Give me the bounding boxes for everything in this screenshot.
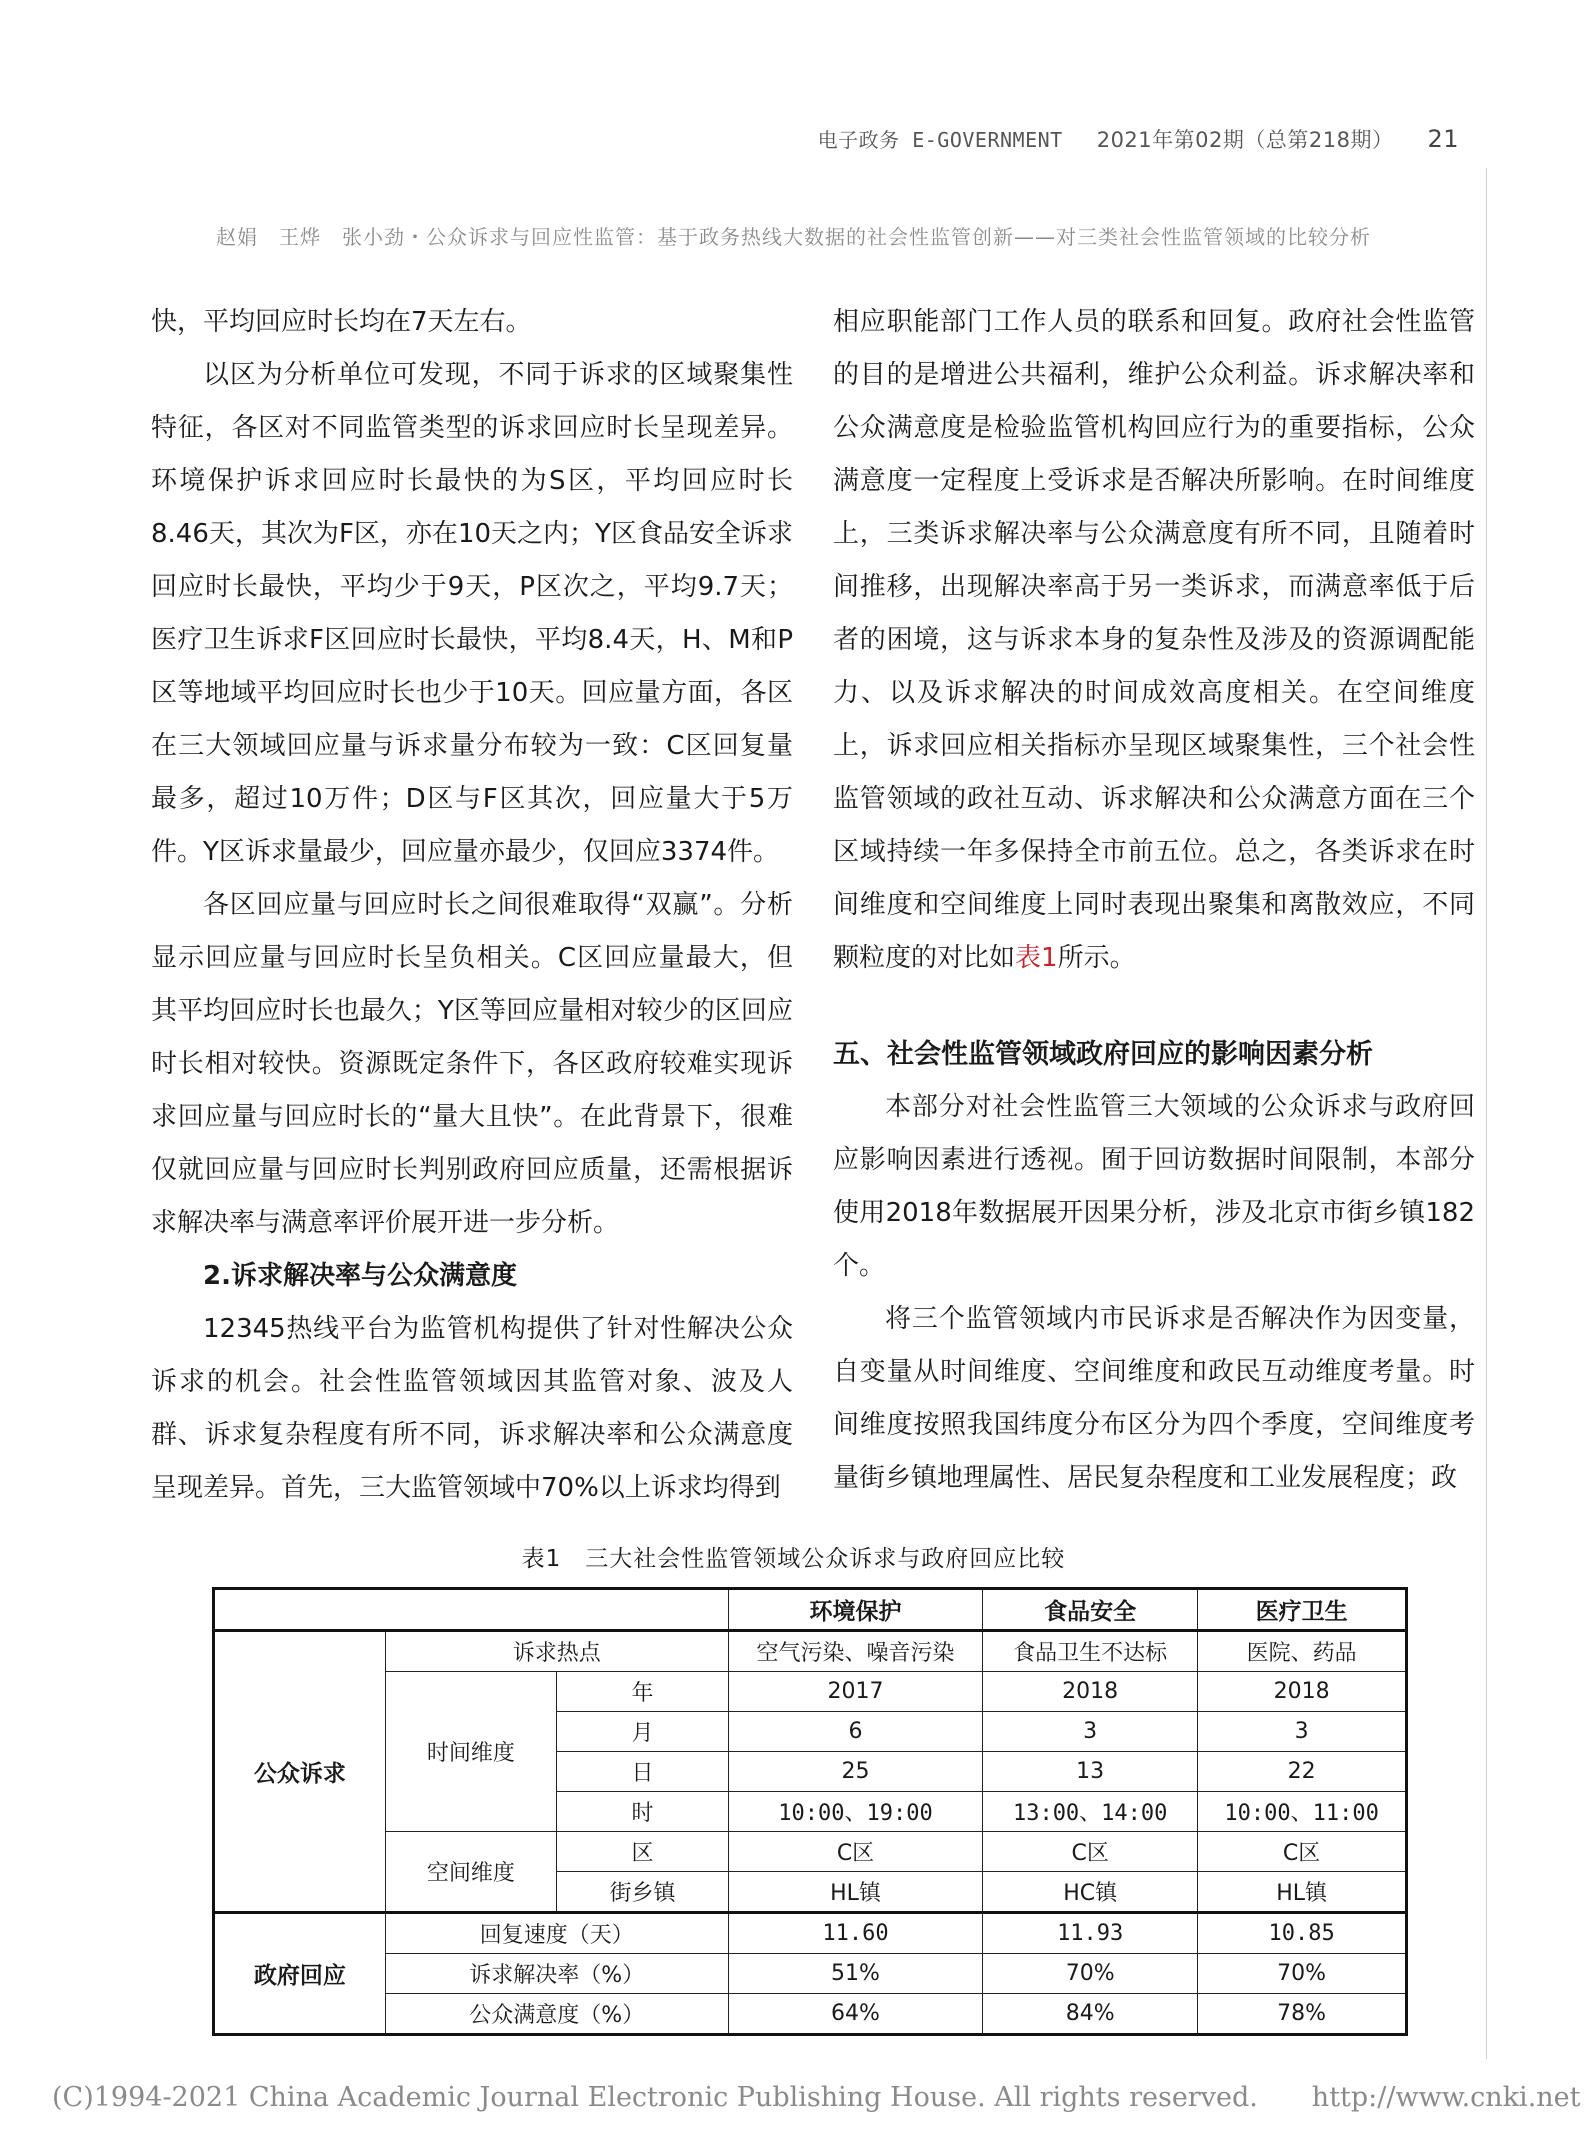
- table-cell: 64%: [728, 1994, 982, 2035]
- table-cell: 51%: [728, 1954, 982, 1994]
- table-cell: HC镇: [983, 1872, 1198, 1913]
- paragraph: 各区回应量与回应时长之间很难取得“双赢”。分析显示回应量与回应时长呈负相关。C区回应量最大，但其平均回应时长也最久；Y区等回应量相对较少的区回应时长相对较快。资源既定条件下，各区政府较难实现诉求回应量与回应时长的“量大且快”。在此背景下，很难仅就回应量与回应时长判别政府回应质量，还需根据诉求解决率与满意率评价展开进一步分析。: [151, 890, 793, 1238]
- row-label: 月: [557, 1712, 729, 1752]
- copyright-footer: (C)1994-2021 China Academic Journal Electronic Publishing House. All rights reserved. http://www.cnki.net: [52, 2082, 1581, 2113]
- row-label: 空间维度: [385, 1832, 557, 1913]
- subheading: 2.诉求解决率与公众满意度: [203, 1261, 517, 1291]
- row-label: 回复速度（天）: [385, 1913, 728, 1954]
- table-cell: [214, 1589, 729, 1631]
- table-caption: 表1 三大社会性监管领域公众诉求与政府回应比较: [521, 1546, 1066, 1572]
- table-cell: 70%: [983, 1954, 1198, 1994]
- table-cell: 10.85: [1198, 1913, 1407, 1954]
- right-column: [833, 296, 1475, 1505]
- row-label: 年: [557, 1672, 729, 1712]
- table-cell: 11.60: [728, 1913, 982, 1954]
- table-cell: 13: [983, 1752, 1198, 1792]
- row-label: 诉求解决率（%）: [385, 1954, 728, 1994]
- table-cell: 6: [728, 1712, 982, 1752]
- running-title: 赵娟 王烨 张小劲・公众诉求与回应性监管：基于政务热线大数据的社会性监管创新——对三类社会性监管领域的比较分析: [216, 225, 1371, 249]
- table-cell: 10:00、19:00: [728, 1792, 982, 1832]
- table-cell: 2018: [1198, 1672, 1407, 1712]
- table-cell: 3: [1198, 1712, 1407, 1752]
- table-cell: HL镇: [1198, 1872, 1407, 1913]
- table-row: [214, 1913, 1407, 1954]
- table-cell: HL镇: [728, 1872, 982, 1913]
- paragraph: [833, 296, 1475, 985]
- row-label: 日: [557, 1752, 729, 1792]
- table-cell: 3: [983, 1712, 1198, 1752]
- journal-name: 电子政务 E-GOVERNMENT: [817, 128, 1063, 152]
- paragraph: 12345热线平台为监管机构提供了针对性解决公众诉求的机会。社会性监管领域因其监管对象、波及人群、诉求复杂程度有所不同，诉求解决率和公众满意度呈现差异。首先，三大监管领域中70%以上诉求均得到: [151, 1314, 793, 1503]
- column-header: 医疗卫生: [1198, 1589, 1407, 1631]
- table-row: [214, 1672, 1407, 1712]
- table-cell: 空气污染、噪音污染: [728, 1631, 982, 1672]
- column-header: 环境保护: [728, 1589, 982, 1631]
- row-label: 时: [557, 1792, 729, 1832]
- paragraph-text: 所示。: [1057, 943, 1136, 973]
- table-row: [214, 1954, 1407, 1994]
- table-cell: 22: [1198, 1752, 1407, 1792]
- paragraph: 将三个监管领域内市民诉求是否解决作为因变量，自变量从时间维度、空间维度和政民互动维度考量。时间维度按照我国纬度分布区分为四个季度，空间维度考量街乡镇地理属性、居民复杂程度和工业发展程度；政: [833, 1304, 1475, 1493]
- table-cell: 25: [728, 1752, 982, 1792]
- table-cell: C区: [728, 1832, 982, 1872]
- page-number: 21: [1427, 125, 1459, 153]
- paragraph: 本部分对社会性监管三大领域的公众诉求与政府回应影响因素进行透视。囿于回访数据时间限制，本部分使用2018年数据展开因果分析，涉及北京市街乡镇182个。: [833, 1092, 1475, 1281]
- row-label: 公众满意度（%）: [385, 1994, 728, 2035]
- paragraph-text: 相应职能部门工作人员的联系和回复。政府社会性监管的目的是增进公共福利，维护公众利益。诉求解决率和公众满意度是检验监管机构回应行为的重要指标，公众满意度一定程度上受诉求是否解决所影响。在时间维度上，三类诉求解决率与公众满意度有所不同，且随着时间推移，出现解决率高于另一类诉求，而满意率低于后者的困境，这与诉求本身的复杂性及涉及的资源调配能力、以及诉求解决的时间成效高度相关。在空间维度上，诉求回应相关指标亦呈现区域聚集性，三个社会性监管领域的政社互动、诉求解决和公众满意方面在三个区域持续一年多保持全市前五位。总之，各类诉求在时间维度和空间维度上同时表现出聚集和离散效应，不同颗粒度的对比如: [833, 307, 1475, 973]
- table-row: [214, 1994, 1407, 2035]
- table-cell: 2017: [728, 1672, 982, 1712]
- table-cell: 11.93: [983, 1913, 1198, 1954]
- left-column: [151, 296, 793, 1515]
- page-header: [818, 124, 1459, 154]
- table-cell: 2018: [983, 1672, 1198, 1712]
- row-label: 区: [557, 1832, 729, 1872]
- row-label: 街乡镇: [557, 1872, 729, 1913]
- row-label: 诉求热点: [385, 1631, 728, 1672]
- table-cell: C区: [1198, 1832, 1407, 1872]
- group-label: 政府回应: [214, 1913, 386, 2035]
- table-cell: 13:00、14:00: [983, 1792, 1198, 1832]
- column-header: 食品安全: [983, 1589, 1198, 1631]
- table-cell: 78%: [1198, 1994, 1407, 2035]
- table-cell: 医院、药品: [1198, 1631, 1407, 1672]
- margin-rule: [1486, 168, 1487, 2059]
- section-heading: 五、社会性监管领域政府回应的影响因素分析: [833, 1039, 1373, 1070]
- table-cell: C区: [983, 1832, 1198, 1872]
- table-row: [214, 1631, 1407, 1672]
- table-cell: 84%: [983, 1994, 1198, 2035]
- paragraph: 快，平均回应时长均在7天左右。: [151, 307, 532, 337]
- issue-info: 2021年第02期（总第218期）: [1096, 128, 1394, 152]
- comparison-table: [212, 1587, 1408, 2036]
- row-label: 时间维度: [385, 1672, 557, 1832]
- table-cell: 10:00、11:00: [1198, 1792, 1407, 1832]
- table-row: [214, 1832, 1407, 1872]
- table-cell: 70%: [1198, 1954, 1407, 1994]
- group-label: 公众诉求: [214, 1631, 386, 1913]
- table-header-row: [214, 1589, 1407, 1631]
- table-cell: 食品卫生不达标: [983, 1631, 1198, 1672]
- table-reference-link[interactable]: 表1: [1015, 943, 1058, 973]
- paragraph: 以区为分析单位可发现，不同于诉求的区域聚集性特征，各区对不同监管类型的诉求回应时长呈现差异。环境保护诉求回应时长最快的为S区，平均回应时长8.46天，其次为F区，亦在10天之内；Y区食品安全诉求回应时长最快，平均少于9天，P区次之，平均9.7天；医疗卫生诉求F区回应时长最快，平均8.4天，H、M和P区等地域平均回应时长也少于10天。回应量方面，各区在三大领域回应量与诉求量分布较为一致：C区回复量最多，超过10万件；D区与F区其次，回应量大于5万件。Y区诉求量最少，回应量亦最少，仅回应3374件。: [151, 360, 793, 867]
